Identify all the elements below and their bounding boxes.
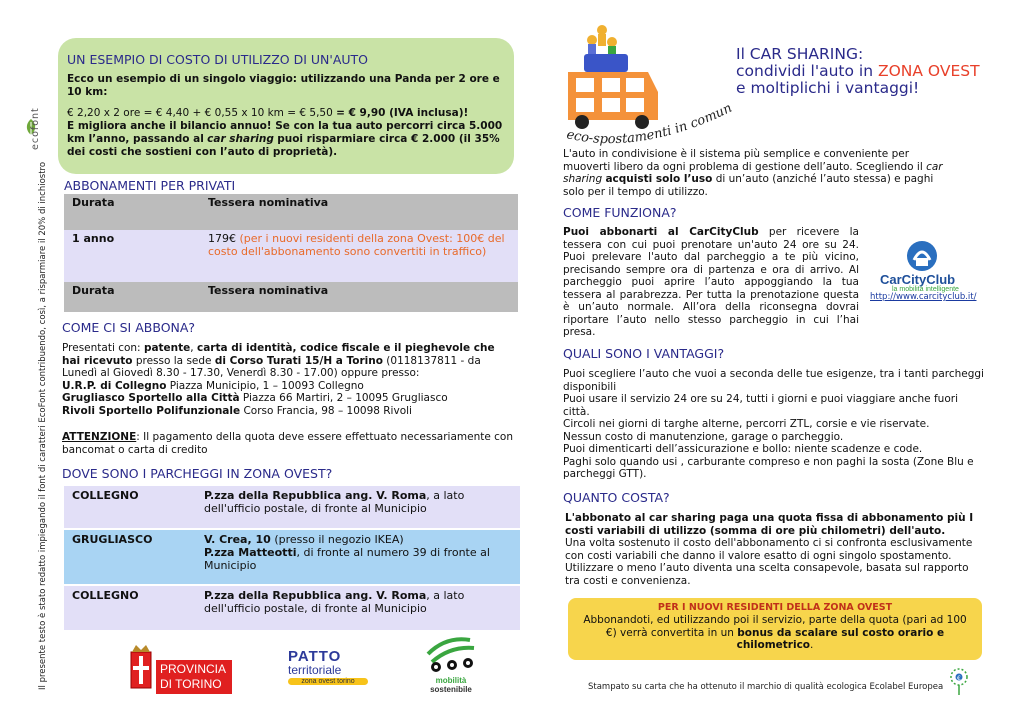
- howto-docs: carta di identità, codice fiscale e il pieghevole che hai ricevuto: [62, 342, 495, 367]
- cost-example-box: [58, 38, 514, 174]
- mobilita-text-2: sostenibile: [430, 685, 472, 694]
- advantage-item: Puoi usare il servizio 24 ore su 24, tutti i giorni e puoi viaggiare anche fuori città.: [563, 393, 958, 418]
- carcityclub-tagline: la mobilità intelligente: [892, 286, 959, 293]
- cost-example-details: [67, 107, 507, 159]
- provincia-text-2: DI TORINO: [160, 677, 222, 691]
- headline-line3: e moltiplichi i vantaggi!: [736, 79, 920, 97]
- mobilita-sostenibile-logo: [424, 634, 478, 678]
- carcityclub-link[interactable]: http://www.carcityclub.it/: [870, 292, 977, 302]
- provincia-torino-logo: [128, 644, 154, 696]
- parking-place-desc: , a lato dell'ufficio postale, di fronte al Municipio: [204, 589, 465, 615]
- coat-of-arms-icon: [128, 644, 154, 692]
- parking-place: P.zza Matteotti: [204, 546, 297, 559]
- how-body: per ricevere la tessera con cui puoi prenotare un'auto 24 ore su 24. Puoi prelevare l'auto dal parcheggio a te più vicino, precisando sempre ora di partenza e ora di arrivo. Al parcheggio puoi aprire l’auto appoggiando la tua tessera al parabrezza. Per tutta la prenotazione questa è un’auto normale. All’ora della riconsegna dovrai riportare l’auto nello stesso parcheggio in cui l’hai presa.: [563, 226, 859, 338]
- parking-city: COLLEGNO: [72, 589, 139, 602]
- intro-bold: acquisti solo l’uso: [605, 173, 713, 185]
- how-text: [563, 226, 859, 339]
- office1-name: U.R.P. di Collegno: [62, 379, 167, 392]
- parking-row: [64, 586, 520, 630]
- office3-name: Rivoli Sportello Polifunzionale: [62, 404, 241, 417]
- eco-arc-text: [562, 78, 742, 152]
- mobility-wheels-icon: [424, 634, 478, 674]
- intro-part2: di un’auto (anziché l’auto stessa) e paghi solo per il tempo di utilizzo.: [563, 173, 934, 198]
- subs-foot-durata: Durata: [72, 284, 115, 297]
- howto-hours: (0118137811 - da Lunedì al Giovedì 8.30 - 17.30, Venerdì 8.30 - 17.00) oppure presso:: [62, 354, 481, 379]
- advantages-list: [563, 368, 988, 481]
- office3-address: Corso Francia, 98 – 10098 Rivoli: [243, 404, 412, 417]
- advantages-title: QUALI SONO I VANTAGGI?: [563, 346, 725, 361]
- howto-address: di Corso Turati 15/H a Torino: [214, 354, 383, 367]
- promo-title: PER I NUOVI RESIDENTI DELLA ZONA OVEST: [657, 602, 893, 613]
- carcityclub-emblem-icon: [878, 240, 968, 274]
- ecolabel-logo: [946, 664, 972, 700]
- ecofont-logo: ecofont: [30, 107, 41, 150]
- carcityclub-name: CarCityClub: [880, 272, 956, 287]
- subs-price: 179€: [208, 232, 236, 245]
- advantage-item: Nessun costo di manutenzione, garage o parcheggio.: [563, 430, 844, 443]
- how-title: COME FUNZIONA?: [563, 205, 677, 220]
- patto-text-1: PATTO: [288, 648, 342, 665]
- how-bold: Puoi abbonarti al CarCityClub: [563, 226, 759, 238]
- howto-l1d: presso la sede: [135, 354, 212, 367]
- parking-row: [64, 530, 520, 584]
- parking-city: COLLEGNO: [72, 489, 139, 502]
- advantage-item: Circoli nei giorni di targhe alterne, percorri ZTL, corsie e vie riservate.: [563, 418, 930, 430]
- promo-end: .: [810, 639, 814, 651]
- office1-address: Piazza Municipio, 1 – 10093 Collegno: [169, 379, 364, 392]
- patto-text-2: territoriale: [288, 663, 342, 677]
- howto-l1a: Presentati con:: [62, 342, 141, 354]
- howto-title: COME CI SI ABBONA?: [62, 320, 196, 335]
- main-headline: [736, 46, 980, 97]
- parking-place-desc: , di fronte al numero 39 di fronte al Municipio: [204, 546, 490, 572]
- attention-text: : Il pagamento della quota deve essere effettuato necessariamente con bancomat o carta di credito: [62, 431, 513, 456]
- cost-bold: L'abbonato al car sharing paga una quota fissa di abbonamento più I costi variabili di utilizzo (somma di ore più chilometri) dell'auto.: [565, 512, 974, 537]
- cost-title: QUANTO COSTA?: [563, 490, 670, 505]
- howto-text: Presentati con: patente, carta di identità, codice fiscale e il pieghevole che hai ricevuto presso la sede di Corso Turati 15/H a Torino (0118137811 - da Lunedì al Giovedì 8.30 - 17.30, Venerdì 8.30 - 17.00) oppure presso: U.R.P. di Collegno Piazza Municipio, 1 – 10093 Collegno Grugliasco Sportello alla Città Piazza 66 Martiri, 2 – 10095 Grugliasco Rivoli Sportello Polifunzionale Corso Francia, 98 – 10098 Rivoli: [62, 342, 495, 417]
- parking-place-desc: , a lato dell'ufficio postale, di fronte al Municipio: [204, 489, 465, 515]
- cost-car-sharing: car sharing: [207, 133, 274, 145]
- intro-text: [563, 148, 948, 198]
- attention-label: ATTENZIONE: [62, 431, 137, 443]
- mobilita-text: [420, 676, 482, 694]
- subs-foot-tessera: Tessera nominativa: [208, 284, 329, 297]
- svg-text:eco-spostamenti in comune: [562, 78, 735, 147]
- headline-line2: condividi l'auto in: [736, 62, 874, 80]
- promo-text: Abbonandoti, ed utilizzando poi il servizio, parte della quota (pari ad 100 €) verrà convertita in un: [583, 614, 967, 639]
- mobilita-text-1: mobilità: [435, 676, 467, 685]
- parking-row: [64, 486, 520, 528]
- parking-desc: [204, 489, 514, 515]
- subs-price-cell: [208, 232, 512, 258]
- parking-place: P.zza della Repubblica ang. V. Roma: [204, 589, 427, 602]
- parking-place-note: (presso il negozio IKEA): [274, 533, 404, 546]
- intro-car-sharing: car sharing: [563, 160, 943, 185]
- svg-text:€: €: [957, 675, 961, 682]
- parking-desc: [204, 589, 514, 615]
- cost-total: = € 9,90 (IVA inclusa)!: [336, 107, 469, 119]
- advantage-item: Puoi dimenticarti dell’assicurazione e bollo: niente scadenze e code.: [563, 443, 923, 455]
- eco-arc-label: eco-spostamenti in comun: [565, 100, 735, 148]
- headline-zona-ovest: ZONA OVEST: [877, 62, 980, 80]
- cost-body: Una volta sostenuto il costo dell'abbonamento ci si confronta esclusivamente con costi variabili che danno il valore esatto di ogni singolo spostamento. Utilizzare o meno l’auto diventa una scelta consapevole, basata sul rapporto tra costi e convenienza.: [565, 537, 973, 587]
- subs-head-tessera: Tessera nominativa: [208, 196, 329, 209]
- office2-name: Grugliasco Sportello alla Città: [62, 392, 240, 404]
- intro-part1: L'auto in condivisione è il sistema più semplice e conveniente per muoverti libero da ogni problema di gestione dell’auto. Scegliendo il: [563, 148, 923, 173]
- provincia-text-1: PROVINCIA: [160, 662, 227, 676]
- parking-desc: [204, 533, 514, 572]
- cost-example-title: UN ESEMPIO DI COSTO DI UTILIZZO DI UN'AUTO: [67, 52, 369, 67]
- subs-price-note: (per i nuovi residenti della zona Ovest: 100€ del costo dell'abbonamento sono convertiti in traffico): [208, 232, 505, 258]
- cost-calc: € 2,20 x 2 ore = € 4,40 + € 0,55 x 10 km = € 5,50: [67, 107, 333, 119]
- cost-example-intro: Ecco un esempio di un singolo viaggio: utilizzando una Panda per 2 ore e 10 km:: [67, 73, 500, 98]
- patto-territoriale-logo: [288, 648, 372, 685]
- parking-title: DOVE SONO I PARCHEGGI IN ZONA OVEST?: [62, 466, 333, 481]
- subs-duration: 1 anno: [72, 232, 115, 245]
- cost-line2: E migliora anche il bilancio annuo! Se con la tua auto percorri circa 5.000 km l’anno, passando al: [67, 120, 503, 145]
- provincia-box: [156, 660, 232, 694]
- parking-city: GRUGLIASCO: [72, 533, 153, 546]
- subs-title: ABBONAMENTI PER PRIVATI: [64, 178, 236, 193]
- parking-place: P.zza della Repubblica ang. V. Roma: [204, 489, 427, 502]
- attention-note: [62, 431, 514, 456]
- cost-text: [565, 512, 985, 587]
- parking-place: V. Crea, 10: [204, 533, 271, 546]
- office2-address: Piazza 66 Martiri, 2 – 10095 Grugliasco: [242, 392, 448, 404]
- howto-patente: patente: [143, 342, 191, 354]
- headline-line1: Il CAR SHARING:: [736, 45, 864, 63]
- side-note: Il presente testo è stato redatto impiegando il font di caratteri EcoFont contribuendo, così, a risparmiare il 20% di inchiostro: [38, 161, 48, 690]
- advantage-item: Puoi scegliere l’auto che vuoi a seconda delle tue esigenze, tra i tanti parcheggi disponibili: [563, 368, 984, 393]
- ecolabel-flower-icon: [946, 664, 972, 696]
- promo-bold: bonus da scalare sul costo orario e chilometrico: [736, 626, 945, 651]
- advantage-item: Paghi solo quando usi , carburante compreso e non paghi la sosta (Zone Blu e parcheggi GTT).: [563, 455, 974, 480]
- promo-box: [568, 598, 982, 660]
- cost-line3: puoi risparmiare circa € 2.000 (il 35% dei costi che sostieni con l’auto di proprietà).: [67, 133, 500, 158]
- patto-text-3: zona ovest torino: [288, 678, 368, 685]
- subs-head-durata: Durata: [72, 196, 115, 209]
- footer-note: Stampato su carta che ha ottenuto il marchio di qualità ecologica Ecolabel Europea: [588, 682, 944, 692]
